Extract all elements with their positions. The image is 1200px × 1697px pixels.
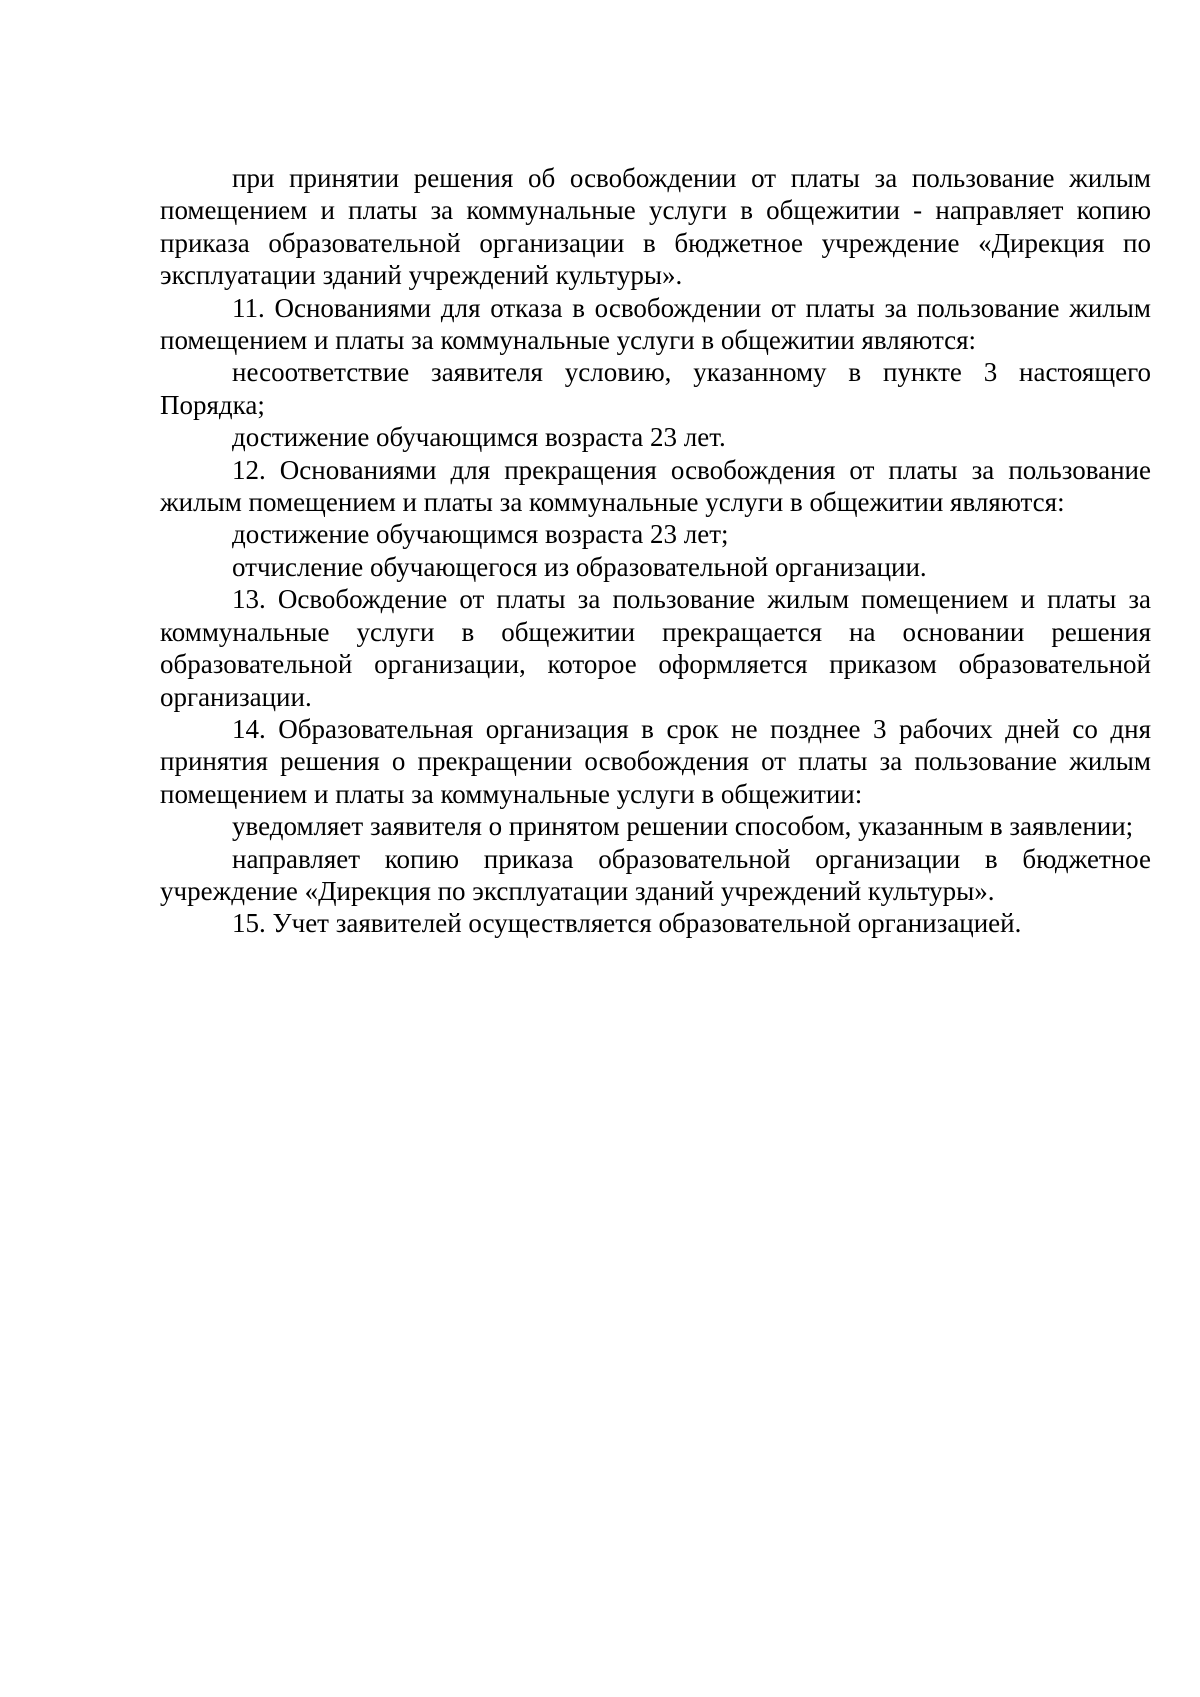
- paragraph-13-termination-decision: 13. Освобождение от платы за пользование жилым помещением и платы за коммунальные услуги в общежитии прекращается на основании решения образовательной организации, которое оформляется приказом образовательной организации.: [160, 584, 1151, 712]
- paragraph-send-order-copy: направляет копию приказа образовательной организации в бюджетное учреждение «Дирекция по эксплуатации зданий учреждений культуры».: [160, 843, 1151, 906]
- paragraph-refusal-ground-nonconformity: несоответствие заявителя условию, указанному в пункте 3 настоящего Порядка;: [160, 357, 1151, 420]
- paragraph-15-applicant-registration: 15. Учет заявителей осуществляется образовательной организацией.: [232, 908, 1022, 939]
- paragraph-refusal-ground-age: достижение обучающимся возраста 23 лет.: [232, 422, 726, 453]
- paragraph-14-organization-actions: 14. Образовательная организация в срок не позднее 3 рабочих дней со дня принятия решения о прекращении освобождения от платы за пользование жилым помещением и платы за коммунальные услуги в общежитии:: [160, 713, 1151, 809]
- paragraph-copy-order-on-exemption: при принятии решения об освобождении от платы за пользование жилым помещением и платы за коммунальные услуги в общежитии - направляет копию приказа образовательной организации в бюджетное учреждение «Дирекция по эксплуатации зданий учреждений культуры».: [160, 163, 1151, 291]
- paragraph-termination-ground-age: достижение обучающимся возраста 23 лет;: [232, 519, 729, 550]
- paragraph-notify-applicant: уведомляет заявителя о принятом решении способом, указанным в заявлении;: [232, 811, 1134, 842]
- paragraph-12-termination-grounds: 12. Основаниями для прекращения освобождения от платы за пользование жилым помещением и платы за коммунальные услуги в общежитии являются:: [160, 454, 1151, 518]
- paragraph-11-refusal-grounds: 11. Основаниями для отказа в освобождении от платы за пользование жилым помещением и платы за коммунальные услуги в общежитии являются:: [160, 292, 1151, 356]
- paragraph-termination-ground-expulsion: отчисление обучающегося из образовательной организации.: [232, 551, 927, 582]
- document-body: [160, 162, 1151, 940]
